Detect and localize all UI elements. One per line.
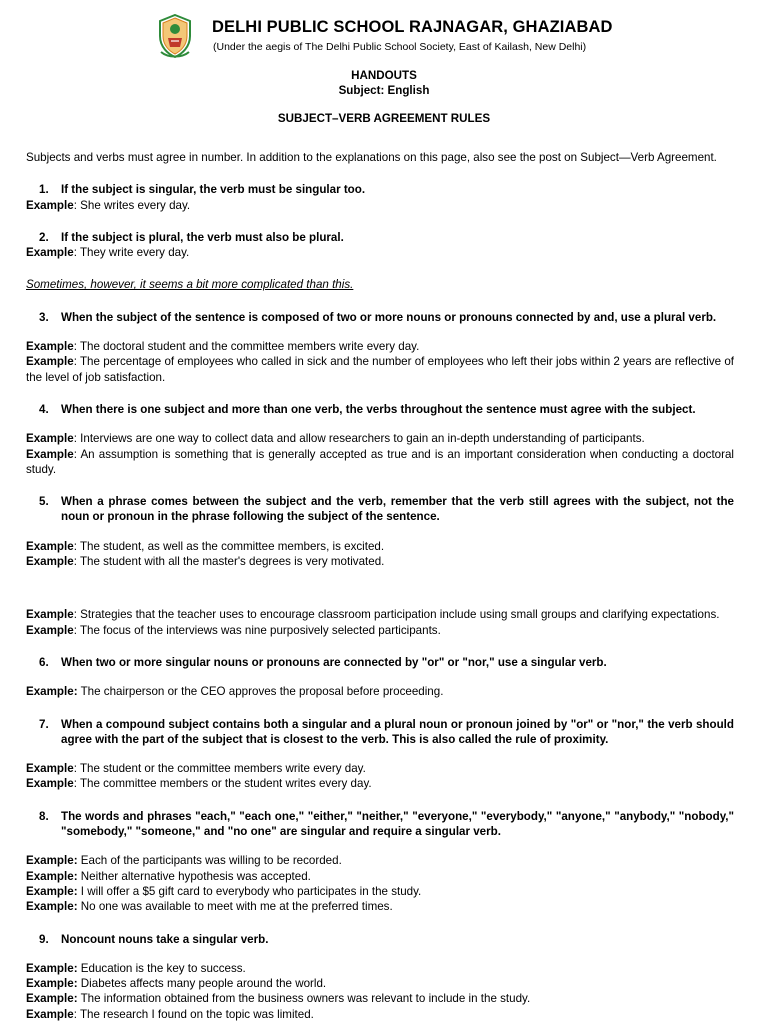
example-line — [26, 554, 734, 569]
spacer — [26, 569, 734, 607]
rule-number: 2. — [39, 230, 49, 244]
examples-block — [26, 761, 734, 792]
example-line — [26, 684, 734, 699]
rule-heading — [26, 230, 734, 245]
example-separator: : — [73, 355, 80, 369]
example-label: Example: — [26, 685, 78, 699]
rule-heading — [26, 655, 734, 670]
example-separator: : — [73, 762, 80, 776]
examples-block — [26, 539, 734, 570]
rule-number: 6. — [39, 655, 49, 669]
example-separator: : — [73, 340, 80, 354]
rule-text: If the subject is singular, the verb must be singular too. — [61, 183, 366, 197]
complication-note: Sometimes, however, it seems a bit more complicated than this. — [26, 278, 354, 292]
example-line — [26, 776, 734, 791]
example-label: Example — [26, 555, 74, 569]
example-line — [26, 245, 734, 260]
examples-block — [26, 198, 734, 213]
example-label: Example — [26, 355, 74, 369]
example-separator: : — [73, 432, 81, 446]
example-line — [26, 431, 734, 446]
letterhead — [158, 12, 618, 62]
example-label: Example: — [26, 961, 78, 975]
rule-number: 1. — [39, 183, 49, 197]
example-label: Example — [26, 608, 74, 622]
example-text: She writes every day. — [80, 198, 191, 212]
rule-number: 4. — [39, 402, 49, 416]
example-separator: : — [73, 623, 80, 637]
example-text: An assumption is something that is generally accepted as true and is an important consideration when conducting a doctoral study. — [26, 447, 734, 476]
example-line — [26, 623, 734, 638]
example-label: Example — [26, 1007, 74, 1021]
example-label: Example: — [26, 992, 78, 1006]
example-text: Neither alternative hypothesis was accepted. — [80, 869, 311, 883]
example-line — [26, 976, 734, 991]
example-text: I will offer a $5 gift card to everybody who participates in the study. — [80, 884, 422, 898]
example-text: The doctoral student and the committee members write every day. — [79, 340, 420, 354]
example-text: Interviews are one way to collect data and allow researchers to gain an in-depth understanding of participants. — [80, 432, 645, 446]
example-line — [26, 198, 734, 213]
rule-heading — [26, 402, 734, 417]
rule-heading — [26, 310, 734, 325]
rule-number: 5. — [39, 495, 49, 509]
example-label: Example: — [26, 977, 78, 991]
rule-text: When the subject of the sentence is composed of two or more nouns or pronouns connected by and, use a plural verb. — [61, 310, 717, 324]
example-label: Example — [26, 447, 74, 461]
example-text: The chairperson or the CEO approves the proposal before proceeding. — [80, 685, 444, 699]
school-affiliation: (Under the aegis of The Delhi Public School Society, East of Kailash, New Delhi) — [213, 41, 587, 53]
rule-heading — [26, 494, 734, 525]
example-separator: : — [73, 246, 80, 260]
examples-block — [26, 607, 734, 638]
example-line — [26, 339, 734, 354]
example-text: The percentage of employees who called in sick and the number of employees who left their jobs within 2 years are reflective of the level of job satisfaction. — [26, 355, 734, 384]
rule-heading — [26, 932, 734, 947]
rule-text: If the subject is plural, the verb must also be plural. — [61, 230, 344, 244]
rule-heading — [26, 809, 734, 840]
example-text: The committee members or the student writes every day. — [79, 777, 372, 791]
example-separator: : — [73, 555, 80, 569]
handouts-title: HANDOUTS — [351, 69, 417, 82]
example-line — [26, 961, 734, 976]
example-label: Example: — [26, 900, 78, 914]
rule-text: When there is one subject and more than one verb, the verbs throughout the sentence must agree with the subject. — [61, 402, 696, 416]
example-text: No one was available to meet with me at the preferred times. — [80, 900, 393, 914]
example-label: Example — [26, 539, 74, 553]
example-line — [26, 761, 734, 776]
example-text: The student or the committee members write every day. — [79, 762, 366, 776]
example-text: Each of the participants was willing to be recorded. — [80, 854, 342, 868]
examples-block — [26, 245, 734, 260]
example-line — [26, 1007, 734, 1022]
example-text: The information obtained from the business owners was relevant to include in the study. — [80, 992, 531, 1006]
example-separator: : — [73, 777, 80, 791]
rule-heading — [26, 182, 734, 197]
example-line — [26, 869, 734, 884]
example-text: Education is the key to success. — [80, 961, 246, 975]
example-separator: : — [73, 198, 81, 212]
example-line — [26, 539, 734, 554]
example-separator: : — [73, 608, 81, 622]
example-label: Example — [26, 777, 74, 791]
rule-text: The words and phrases "each," "each one," "either," "neither," "everyone," "everybody," "anyone," "anybody," "nobody," "somebody," "someone," and "no one" are singular and require a singular verb. — [61, 809, 734, 839]
topic-title: SUBJECT–VERB AGREEMENT RULES — [277, 112, 491, 125]
examples-block — [26, 339, 734, 385]
example-text: The student, as well as the committee members, is excited. — [79, 539, 385, 553]
example-line — [26, 354, 734, 385]
rule-text: When a compound subject contains both a singular and a plural noun or pronoun joined by "or" or "nor," the verb should agree with the part of the subject that is closest to the verb. This is also called the rule of proximity. — [61, 717, 734, 746]
rule-text: When a phrase comes between the subject and the verb, remember that the verb still agrees with the subject, not the noun or pronoun in the phrase following the subject of the sentence. — [61, 495, 734, 524]
example-line — [26, 884, 734, 899]
example-separator: : — [73, 1007, 80, 1021]
rule-number: 9. — [39, 932, 49, 946]
examples-block — [26, 961, 734, 1022]
example-label: Example: — [26, 869, 78, 883]
rule-text: Noncount nouns take a singular verb. — [61, 932, 269, 946]
rule-heading — [26, 717, 734, 748]
example-label: Example — [26, 198, 74, 212]
example-line — [26, 899, 734, 914]
example-label: Example — [26, 762, 74, 776]
example-line — [26, 607, 734, 622]
example-line — [26, 853, 734, 868]
example-label: Example — [26, 432, 74, 446]
rule-number: 3. — [39, 310, 49, 324]
rule-text: When two or more singular nouns or pronouns are connected by "or" or "nor," use a singular verb. — [61, 655, 607, 669]
school-crest-icon — [158, 14, 192, 58]
subject-line: Subject: English — [338, 84, 430, 97]
examples-block — [26, 684, 734, 699]
example-text: Strategies that the teacher uses to encourage classroom participation include using small groups and clarifying expectations. — [80, 608, 720, 622]
rule-number: 7. — [39, 717, 49, 731]
intro-paragraph: Subjects and verbs must agree in number. In addition to the explanations on this page, also see the post on Subject—Verb Agreement. — [26, 151, 717, 164]
example-separator: : — [73, 447, 81, 461]
rules-list — [26, 182, 734, 1022]
document-body — [26, 150, 734, 1022]
example-label: Example — [26, 340, 74, 354]
examples-block — [26, 431, 734, 477]
example-label: Example — [26, 246, 74, 260]
example-line — [26, 991, 734, 1006]
example-separator: : — [73, 539, 80, 553]
example-line — [26, 447, 734, 478]
example-label: Example — [26, 623, 74, 637]
example-text: The student with all the master's degrees is very motivated. — [79, 555, 385, 569]
rule-number: 8. — [39, 809, 49, 823]
example-label: Example: — [26, 854, 78, 868]
example-label: Example: — [26, 884, 78, 898]
example-text: Diabetes affects many people around the world. — [80, 977, 327, 991]
example-text: The focus of the interviews was nine purposively selected participants. — [79, 623, 441, 637]
example-text: They write every day. — [79, 246, 190, 260]
school-name: DELHI PUBLIC SCHOOL RAJNAGAR, GHAZIABAD — [212, 18, 613, 36]
examples-block — [26, 853, 734, 914]
example-text: The research I found on the topic was limited. — [79, 1007, 314, 1021]
